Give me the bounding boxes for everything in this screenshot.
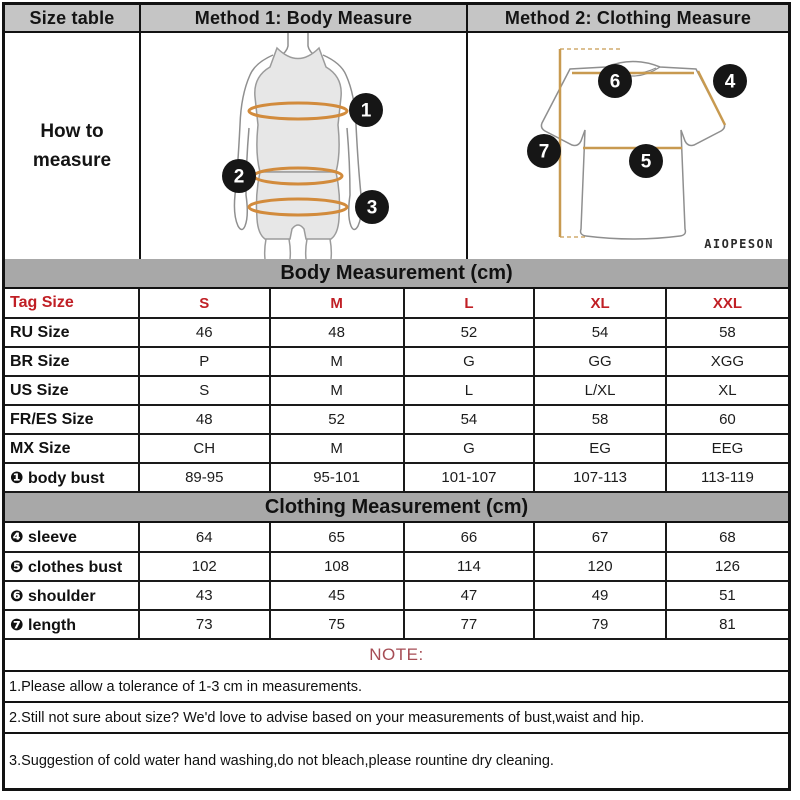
size-chart-sheet: [2, 2, 791, 791]
body-measure-figure: [139, 33, 466, 259]
marker-5: [629, 144, 663, 178]
table-row-clothes-bust: ❺ clothes bust 102 108 114 120 126: [5, 552, 788, 581]
clothing-measurement-table: [5, 523, 788, 640]
svg-text:1: 1: [360, 100, 372, 122]
table-row-us-size: US Size S M L L/XL XL: [5, 376, 788, 405]
table-row-tag-size: [5, 289, 788, 318]
table-row-ru-size: RU Size 46 48 52 54 58: [5, 318, 788, 347]
note-item-3: 3.Suggestion of cold water hand washing,do not bleach,please rountine dry cleaning.: [9, 753, 554, 769]
svg-text:3: 3: [366, 197, 378, 219]
svg-text:2: 2: [233, 166, 245, 188]
clothing-measure-figure: [466, 33, 788, 259]
marker-7: [527, 134, 561, 168]
body-measurement-band: Body Measurement (cm): [5, 259, 788, 289]
method1-title: Method 1: Body Measure: [139, 5, 466, 31]
marker-1: [349, 93, 383, 127]
svg-text:6: 6: [609, 71, 621, 93]
table-row-body-bust: ❶ body bust 89-95 95-101 101-107 107-113 113-119: [5, 463, 788, 492]
size-table-title: Size table: [5, 5, 139, 31]
tshirt-figure-icon: [468, 33, 788, 259]
svg-text:5: 5: [640, 151, 652, 173]
table-row-mx-size: MX Size CH M G EG EEG: [5, 434, 788, 463]
notes-list: [5, 672, 788, 788]
body-figure-icon: [141, 33, 466, 259]
body-measurement-table: [5, 289, 788, 493]
brand-label: AIOPESON: [704, 237, 774, 251]
column-header-s: S: [139, 289, 270, 318]
how-to-measure-label: How to measure: [5, 33, 139, 259]
top-header-row: [5, 5, 788, 33]
svg-text:4: 4: [724, 71, 736, 93]
table-row-shoulder: ❻ shoulder 43 45 47 49 51: [5, 581, 788, 610]
marker-6: [598, 64, 632, 98]
column-header-xxl: XXL: [666, 289, 788, 318]
svg-text:7: 7: [538, 141, 550, 163]
column-header-tag-size: Tag Size: [5, 289, 139, 318]
note-item-1: 1.Please allow a tolerance of 1-3 cm in measurements.: [5, 672, 788, 703]
column-header-xl: XL: [534, 289, 666, 318]
table-row-br-size: BR Size P M G GG XGG: [5, 347, 788, 376]
marker-4: [713, 64, 747, 98]
note-title: NOTE:: [5, 640, 788, 672]
note-item-2: 2.Still not sure about size? We'd love to advise based on your measurements of bust,waist and hip.: [5, 703, 788, 734]
table-row-fres-size: FR/ES Size 48 52 54 58 60: [5, 405, 788, 434]
marker-3: [355, 190, 389, 224]
clothing-measurement-band: Clothing Measurement (cm): [5, 493, 788, 523]
method2-title: Method 2: Clothing Measure: [466, 5, 788, 31]
column-header-l: L: [404, 289, 535, 318]
marker-2: [222, 159, 256, 193]
table-row-sleeve: ❹ sleeve 64 65 66 67 68: [5, 523, 788, 552]
table-row-length: ❼ length 73 75 77 79 81: [5, 610, 788, 639]
column-header-m: M: [270, 289, 404, 318]
illustration-row: [5, 33, 788, 259]
